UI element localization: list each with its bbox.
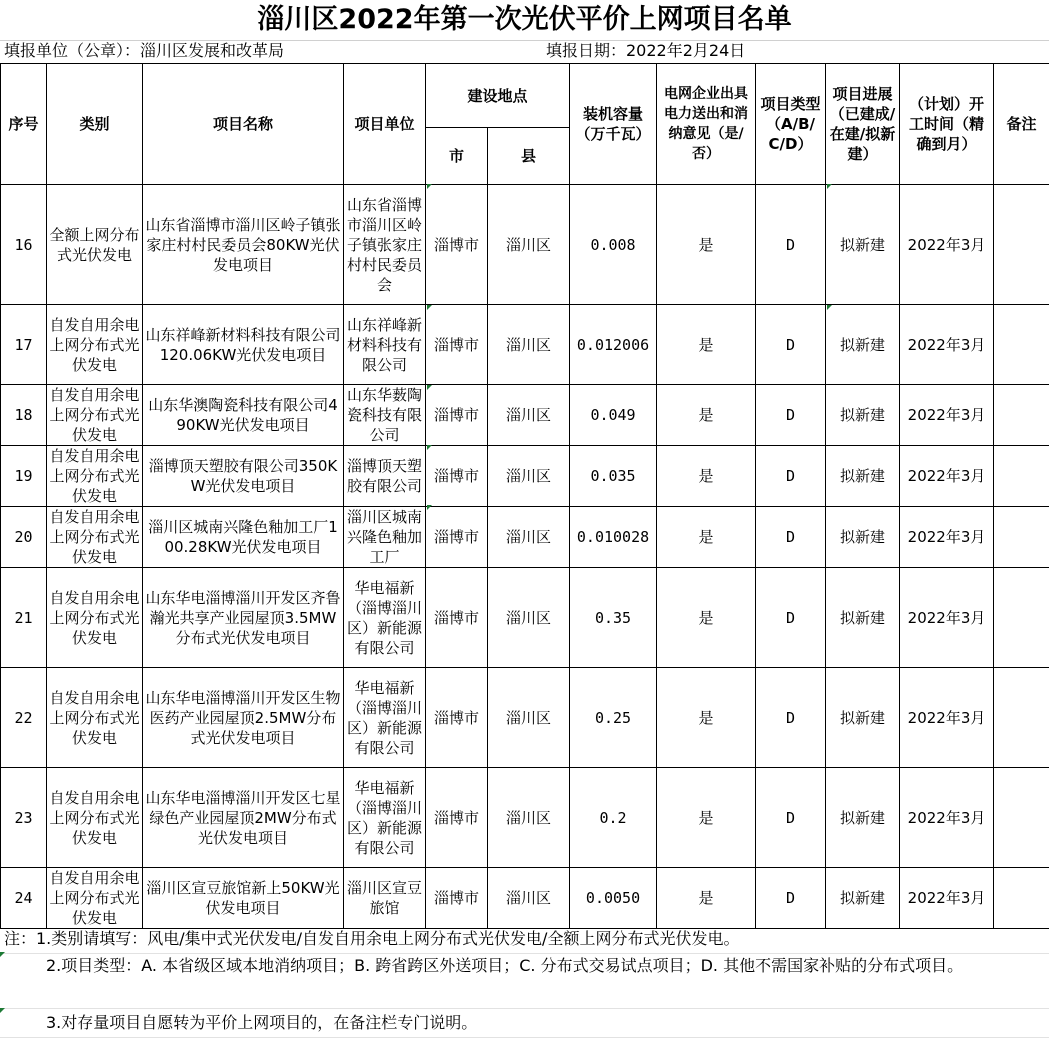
cell-remark	[994, 668, 1049, 768]
cell-category: 自发自用余电上网分布式光伏发电	[47, 768, 143, 868]
cell-category: 自发自用余电上网分布式光伏发电	[47, 668, 143, 768]
cell-project-type: D	[756, 868, 826, 929]
cell-seq: 19	[1, 446, 47, 507]
cell-project-type: D	[756, 185, 826, 305]
cell-county: 淄川区	[488, 446, 570, 507]
cell-category: 自发自用余电上网分布式光伏发电	[47, 305, 143, 385]
cell-project-type: D	[756, 305, 826, 385]
cell-project-unit: 淄川区城南兴隆色釉加工厂	[344, 507, 426, 568]
cell-start-time: 2022年3月	[900, 185, 994, 305]
cell-progress: 拟新建	[826, 507, 900, 568]
project-table	[0, 63, 1049, 929]
cell-comment-marker	[427, 445, 432, 450]
cell-city: 淄博市	[426, 507, 488, 568]
cell-start-time: 2022年3月	[900, 385, 994, 446]
cell-comment-marker	[0, 1008, 5, 1013]
cell-seq: 20	[1, 507, 47, 568]
cell-grid-opinion: 是	[657, 185, 756, 305]
cell-project-unit: 淄博顶天塑胶有限公司	[344, 446, 426, 507]
cell-county: 淄川区	[488, 507, 570, 568]
cell-comment-marker	[0, 952, 5, 957]
cell-city: 淄博市	[426, 668, 488, 768]
cell-city: 淄博市	[426, 185, 488, 305]
header-project-unit: 项目单位	[344, 64, 426, 185]
cell-category: 自发自用余电上网分布式光伏发电	[47, 568, 143, 668]
cell-progress: 拟新建	[826, 868, 900, 929]
cell-grid-opinion: 是	[657, 446, 756, 507]
cell-remark	[994, 305, 1049, 385]
header-location: 建设地点	[426, 64, 570, 128]
table-row	[1, 305, 1049, 385]
cell-progress: 拟新建	[826, 668, 900, 768]
cell-county: 淄川区	[488, 768, 570, 868]
cell-category: 自发自用余电上网分布式光伏发电	[47, 385, 143, 446]
cell-comment-marker	[427, 184, 432, 189]
header-start-time: （计划）开工时间（精确到月）	[900, 64, 994, 185]
cell-city: 淄博市	[426, 768, 488, 868]
cell-city: 淄博市	[426, 568, 488, 668]
header-seq: 序号	[1, 64, 47, 185]
table-row	[1, 507, 1049, 568]
cell-remark	[994, 568, 1049, 668]
cell-start-time: 2022年3月	[900, 668, 994, 768]
cell-grid-opinion: 是	[657, 768, 756, 868]
page-title: 淄川区2022年第一次光伏平价上网项目名单	[0, 0, 1049, 41]
cell-project-name: 山东华电淄博淄川开发区七星绿色产业园屋顶2MW分布式光伏发电项目	[143, 768, 344, 868]
cell-project-unit: 华电福新（淄博淄川区）新能源有限公司	[344, 568, 426, 668]
cell-progress: 拟新建	[826, 768, 900, 868]
header-category: 类别	[47, 64, 143, 185]
header-remark: 备注	[994, 64, 1049, 185]
cell-progress: 拟新建	[826, 385, 900, 446]
header-grid-opinion: 电网企业出具电力送出和消纳意见（是/否）	[657, 64, 756, 185]
cell-project-name: 山东华电淄博淄川开发区齐鲁瀚光共享产业园屋顶3.5MW分布式光伏发电项目	[143, 568, 344, 668]
cell-comment-marker	[427, 385, 432, 390]
cell-project-name: 淄川区城南兴隆色釉加工厂100.28KW光伏发电项目	[143, 507, 344, 568]
cell-project-type: D	[756, 568, 826, 668]
cell-city: 淄博市	[426, 446, 488, 507]
cell-county: 淄川区	[488, 385, 570, 446]
cell-start-time: 2022年3月	[900, 507, 994, 568]
cell-county: 淄川区	[488, 668, 570, 768]
cell-county: 淄川区	[488, 868, 570, 929]
table-header	[1, 64, 1049, 185]
cell-category: 全额上网分布式光伏发电	[47, 185, 143, 305]
table-row	[1, 568, 1049, 668]
cell-category: 自发自用余电上网分布式光伏发电	[47, 868, 143, 929]
notes-section	[0, 925, 1049, 1038]
cell-remark	[994, 768, 1049, 868]
cell-city: 淄博市	[426, 305, 488, 385]
cell-seq: 16	[1, 185, 47, 305]
cell-project-type: D	[756, 507, 826, 568]
cell-remark	[994, 185, 1049, 305]
cell-seq: 22	[1, 668, 47, 768]
cell-seq: 17	[1, 305, 47, 385]
cell-start-time: 2022年3月	[900, 768, 994, 868]
cell-capacity: 0.25	[570, 668, 657, 768]
header-county: 县	[488, 128, 570, 185]
note-3: 3.对存量项目自愿转为平价上网项目的，在备注栏专门说明。	[0, 1009, 1049, 1038]
cell-project-name: 淄川区宣豆旅馆新上50KW光伏发电项目	[143, 868, 344, 929]
table-row	[1, 385, 1049, 446]
filing-unit: 填报单位（公章）：淄川区发展和改革局	[4, 40, 284, 62]
cell-project-name: 山东省淄博市淄川区岭子镇张家庄村村民委员会80KW光伏发电项目	[143, 185, 344, 305]
cell-project-unit: 山东华薮陶瓷科技有限公司	[344, 385, 426, 446]
filing-date: 填报日期：2022年2月24日	[546, 40, 745, 62]
cell-comment-marker	[427, 305, 432, 310]
cell-remark	[994, 868, 1049, 929]
cell-grid-opinion: 是	[657, 385, 756, 446]
header-city: 市	[426, 128, 488, 185]
cell-progress: 拟新建	[826, 305, 900, 385]
cell-grid-opinion: 是	[657, 507, 756, 568]
cell-capacity: 0.035	[570, 446, 657, 507]
cell-county: 淄川区	[488, 305, 570, 385]
header-capacity: 装机容量（万千瓦）	[570, 64, 657, 185]
cell-comment-marker	[427, 505, 432, 510]
cell-county: 淄川区	[488, 185, 570, 305]
cell-remark	[994, 446, 1049, 507]
cell-category: 自发自用余电上网分布式光伏发电	[47, 446, 143, 507]
cell-project-type: D	[756, 446, 826, 507]
table-row	[1, 768, 1049, 868]
cell-capacity: 0.012006	[570, 305, 657, 385]
cell-project-unit: 山东省淄博市淄川区岭子镇张家庄村村民委员会	[344, 185, 426, 305]
cell-project-name: 山东华澳陶瓷科技有限公司490KW光伏发电项目	[143, 385, 344, 446]
cell-seq: 18	[1, 385, 47, 446]
cell-start-time: 2022年3月	[900, 305, 994, 385]
cell-comment-marker	[827, 305, 832, 310]
cell-project-type: D	[756, 385, 826, 446]
header-project-type: 项目类型（A/B/C/D）	[756, 64, 826, 185]
cell-project-name: 山东祥峰新材料科技有限公司120.06KW光伏发电项目	[143, 305, 344, 385]
cell-project-name: 山东华电淄博淄川开发区生物医药产业园屋顶2.5MW分布式光伏发电项目	[143, 668, 344, 768]
cell-capacity: 0.049	[570, 385, 657, 446]
cell-category: 自发自用余电上网分布式光伏发电	[47, 507, 143, 568]
cell-grid-opinion: 是	[657, 668, 756, 768]
cell-start-time: 2022年3月	[900, 568, 994, 668]
cell-remark	[994, 385, 1049, 446]
cell-grid-opinion: 是	[657, 568, 756, 668]
cell-capacity: 0.0050	[570, 868, 657, 929]
cell-grid-opinion: 是	[657, 305, 756, 385]
cell-project-type: D	[756, 668, 826, 768]
cell-city: 淄博市	[426, 868, 488, 929]
cell-start-time: 2022年3月	[900, 868, 994, 929]
cell-seq: 24	[1, 868, 47, 929]
cell-start-time: 2022年3月	[900, 446, 994, 507]
header-project-name: 项目名称	[143, 64, 344, 185]
header-progress: 项目进展（已建成/在建/拟新建）	[826, 64, 900, 185]
cell-capacity: 0.010028	[570, 507, 657, 568]
cell-grid-opinion: 是	[657, 868, 756, 929]
cell-capacity: 0.35	[570, 568, 657, 668]
cell-county: 淄川区	[488, 568, 570, 668]
cell-city: 淄博市	[426, 385, 488, 446]
table-row	[1, 868, 1049, 929]
note-1: 注：1.类别请填写：风电/集中式光伏发电/自发自用余电上网分布式光伏发电/全额上网分布式光伏发电。	[0, 925, 1049, 954]
cell-project-unit: 华电福新（淄博淄川区）新能源有限公司	[344, 768, 426, 868]
cell-project-unit: 淄川区宣豆旅馆	[344, 868, 426, 929]
cell-project-type: D	[756, 768, 826, 868]
cell-progress: 拟新建	[826, 185, 900, 305]
table-row	[1, 185, 1049, 305]
cell-progress: 拟新建	[826, 568, 900, 668]
cell-progress: 拟新建	[826, 446, 900, 507]
table-row	[1, 668, 1049, 768]
cell-seq: 23	[1, 768, 47, 868]
cell-seq: 21	[1, 568, 47, 668]
table-body	[1, 185, 1049, 929]
table-row	[1, 446, 1049, 507]
cell-project-name: 淄博顶天塑胶有限公司350KW光伏发电项目	[143, 446, 344, 507]
cell-remark	[994, 507, 1049, 568]
cell-project-unit: 华电福新（淄博淄川区）新能源有限公司	[344, 668, 426, 768]
cell-comment-marker	[827, 184, 832, 189]
cell-project-unit: 山东祥峰新材料科技有限公司	[344, 305, 426, 385]
cell-capacity: 0.2	[570, 768, 657, 868]
note-2: 2.项目类型：A. 本省级区域本地消纳项目；B. 跨省跨区外送项目；C. 分布式交易试点项目；D. 其他不需国家补贴的分布式项目。	[0, 954, 1049, 1009]
cell-capacity: 0.008	[570, 185, 657, 305]
